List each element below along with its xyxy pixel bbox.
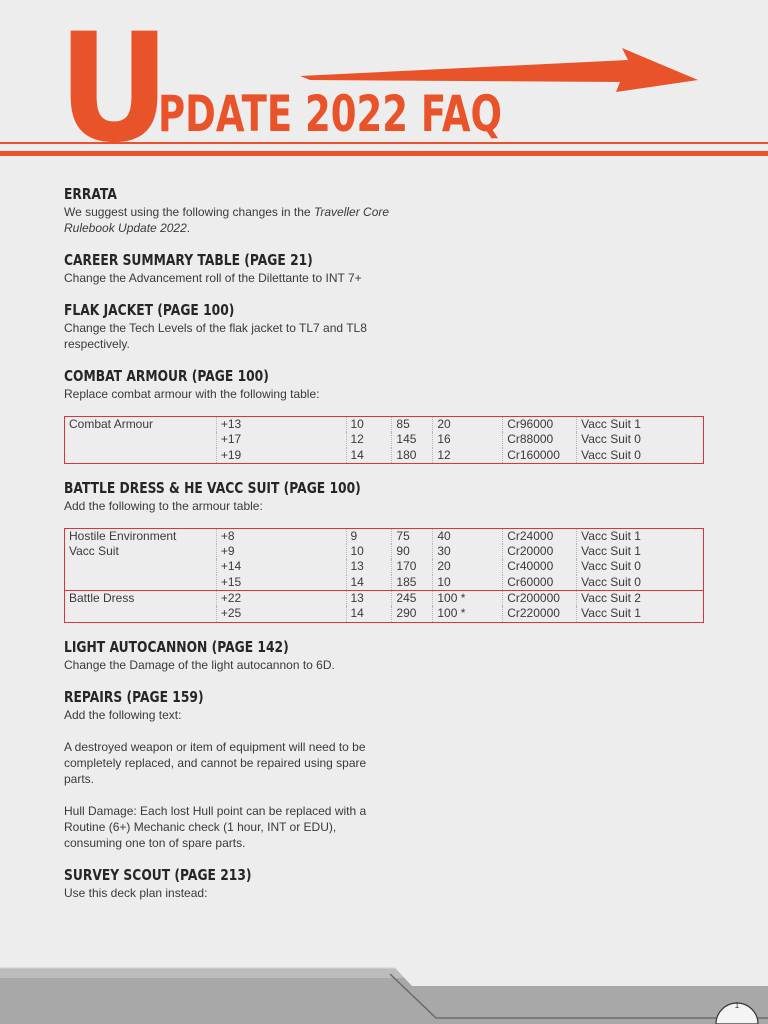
armour-name-cell: [65, 606, 217, 622]
table-cell: 13: [346, 559, 392, 574]
table-cell: 20: [433, 417, 503, 433]
table-cell: Cr24000: [503, 528, 577, 544]
title-initial: U: [58, 2, 167, 176]
table-cell: Cr88000: [503, 432, 577, 447]
table-cell: 290: [392, 606, 433, 622]
table-cell: 20: [433, 559, 503, 574]
table-cell: 12: [346, 432, 392, 447]
table-cell: 30: [433, 544, 503, 559]
section-text: Hull Damage: Each lost Hull point can be replaced with a Routine (6+) Mechanic check (1 hour, INT or EDU), consuming one ton of spare parts.: [64, 803, 367, 850]
table-cell: Vacc Suit 1: [577, 417, 704, 433]
table-cell: Cr40000: [503, 559, 577, 574]
table-cell: Cr20000: [503, 544, 577, 559]
armour-name-cell: Hostile Environment: [69, 528, 177, 543]
table-cell: 10: [433, 575, 503, 591]
table-cell: Cr96000: [503, 417, 577, 433]
section-heading: SURVEY SCOUT (PAGE 213): [64, 865, 252, 884]
table-cell: 10: [346, 544, 392, 559]
section-text: Change the Advancement roll of the Dilettante to INT 7+: [64, 271, 362, 285]
table-cell: Cr200000: [503, 591, 577, 607]
section-heading: ERRATA: [64, 185, 117, 203]
table-cell: 14: [346, 448, 392, 464]
table-cell: 90: [392, 544, 433, 559]
table-cell: +25: [216, 606, 346, 622]
section-heading: BATTLE DRESS & HE VACC SUIT (PAGE 100): [64, 478, 361, 497]
section-heading: REPAIRS (PAGE 159): [64, 687, 204, 706]
section-text: Replace combat armour with the following table:: [64, 387, 320, 401]
table-cell: Cr60000: [503, 575, 577, 591]
table-cell: Vacc Suit 1: [577, 544, 704, 559]
section-heading: COMBAT ARMOUR (PAGE 100): [64, 367, 269, 385]
table-row: [65, 448, 704, 464]
table-cell: 13: [346, 591, 392, 607]
table-cell: 145: [392, 432, 433, 447]
table-cell: 100 *: [433, 591, 503, 607]
page-title: PDATE 2022 FAQ: [158, 85, 502, 143]
table-row: [65, 575, 704, 591]
table-cell: +8: [216, 528, 346, 544]
table-cell: Vacc Suit 2: [577, 591, 704, 607]
table-cell: 245: [392, 591, 433, 607]
armour-name-cell: Vacc Suit: [69, 544, 119, 559]
combat-armour-table: [64, 416, 704, 464]
table-row: [65, 591, 704, 607]
table-cell: +9: [216, 544, 346, 559]
section-flak-jacket: [64, 300, 724, 352]
armour-name-cell: Combat Armour: [69, 417, 154, 431]
section-light-autocannon: [64, 637, 724, 673]
table-cell: 100 *: [433, 606, 503, 622]
section-repairs: [64, 687, 724, 851]
section-text: Change the Damage of the light autocannon to 6D.: [64, 657, 335, 672]
section-survey-scout: [64, 865, 724, 901]
footer-band-shade: [0, 968, 404, 978]
armour-name-cell: [65, 432, 217, 447]
table-cell: Vacc Suit 0: [577, 559, 704, 574]
page-number: 1: [734, 1001, 740, 1010]
table-cell: Cr160000: [503, 448, 577, 464]
table-cell: 40: [433, 528, 503, 544]
armour-name-cell: [65, 575, 217, 591]
table-cell: 75: [392, 528, 433, 544]
table-cell: 10: [346, 417, 392, 433]
table-cell: 180: [392, 448, 433, 464]
table-cell: 185: [392, 575, 433, 591]
table-cell: Vacc Suit 1: [577, 606, 704, 622]
footer-decoration: [0, 960, 768, 1024]
section-heading: LIGHT AUTOCANNON (PAGE 142): [64, 637, 289, 656]
section-text: Use this deck plan instead:: [64, 885, 208, 900]
table-row: [65, 528, 704, 544]
section-battle-dress: [64, 478, 724, 623]
table-cell: +13: [216, 417, 346, 433]
table-cell: +15: [216, 575, 346, 591]
battle-dress-table: [64, 528, 704, 623]
table-cell: 12: [433, 448, 503, 464]
section-text: Add the following text:: [64, 707, 182, 722]
table-cell: Vacc Suit 0: [577, 575, 704, 591]
section-text: Add the following to the armour table:: [64, 498, 263, 513]
armour-name-cell: [65, 448, 217, 464]
table-cell: Cr220000: [503, 606, 577, 622]
table-row: [65, 432, 704, 447]
section-heading: CAREER SUMMARY TABLE (PAGE 21): [64, 251, 313, 269]
table-cell: +14: [216, 559, 346, 574]
section-errata: [64, 184, 724, 236]
table-cell: +22: [216, 591, 346, 607]
section-text: A destroyed weapon or item of equipment will need to be completely replaced, and cannot be repaired using spare parts.: [64, 739, 367, 786]
table-row: [65, 544, 704, 559]
section-text: Change the Tech Levels of the flak jacket to TL7 and TL8 respectively.: [64, 321, 367, 351]
section-text: [64, 204, 394, 236]
book-title: Traveller Core Rulebook Update 2022: [64, 205, 390, 235]
table-row: [65, 417, 704, 433]
armour-name-cell: [65, 559, 217, 574]
table-row: [65, 559, 704, 574]
table-cell: Vacc Suit 0: [577, 448, 704, 464]
table-cell: 170: [392, 559, 433, 574]
armour-name-cell: Battle Dress: [65, 591, 217, 607]
section-heading: FLAK JACKET (PAGE 100): [64, 301, 235, 319]
table-cell: +19: [216, 448, 346, 464]
table-row: [65, 606, 704, 622]
table-cell: 9: [346, 528, 392, 544]
main-content: [64, 184, 724, 915]
table-cell: 16: [433, 432, 503, 447]
table-cell: Vacc Suit 0: [577, 432, 704, 447]
text-run: We suggest using the following changes in the: [64, 205, 314, 219]
table-cell: +17: [216, 432, 346, 447]
section-combat-armour: [64, 366, 724, 464]
section-career-summary: [64, 250, 724, 286]
text-run: .: [186, 221, 191, 235]
table-cell: 14: [346, 606, 392, 622]
table-cell: 85: [392, 417, 433, 433]
table-cell: Vacc Suit 1: [577, 528, 704, 544]
table-cell: 14: [346, 575, 392, 591]
